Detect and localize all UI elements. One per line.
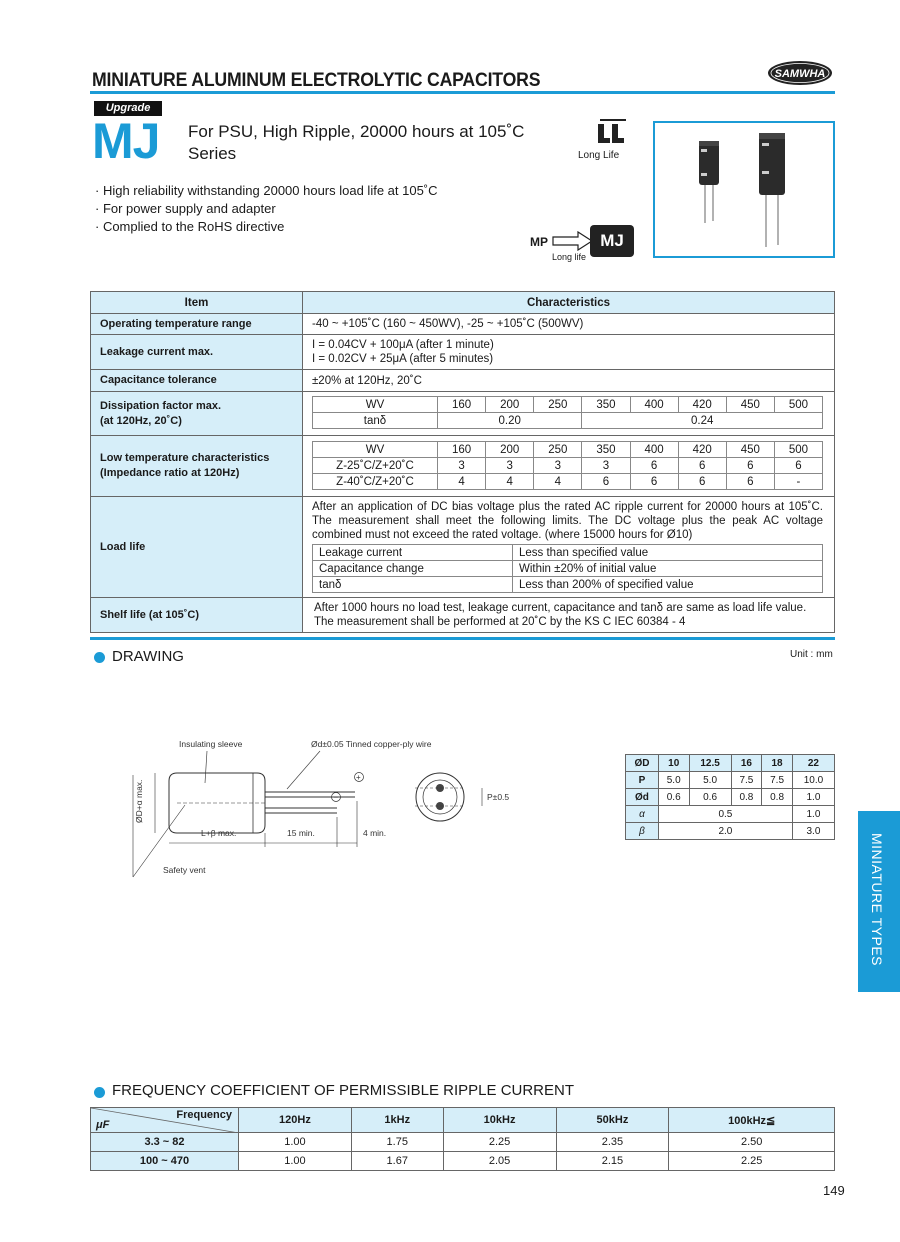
ratio-cell: 6 — [726, 458, 774, 474]
df-cell — [303, 392, 835, 436]
freq-cell: 1.67 — [351, 1152, 443, 1171]
freq-col: 50kHz — [556, 1108, 669, 1133]
freq-cell: 2.35 — [556, 1133, 669, 1152]
ratio-cell: 6 — [726, 474, 774, 490]
row-label: Operating temperature range — [91, 314, 303, 335]
dim-label: α — [626, 806, 659, 823]
col-item: Item — [91, 292, 303, 314]
feature-item: · Complied to the RoHS directive — [95, 219, 285, 234]
row-label: Leakage current max. — [91, 335, 303, 370]
loadlife-cell — [303, 497, 835, 598]
row-label: Capacitance tolerance — [91, 370, 303, 392]
wv-cell: 420 — [678, 397, 726, 413]
feature-list — [95, 182, 438, 236]
limit-label: tanδ — [313, 577, 513, 593]
row-label — [91, 436, 303, 497]
side-tab-label: MINIATURE TYPES — [869, 833, 885, 967]
wv-label: WV — [313, 442, 438, 458]
logo-text: SAMWHA — [774, 68, 826, 80]
limit-value: Less than specified value — [513, 545, 823, 561]
label-safety-vent: Safety vent — [163, 865, 206, 875]
label-pitch: P±0.5 — [487, 792, 510, 802]
wv-cell: 200 — [486, 397, 534, 413]
dim-cell: 1.0 — [792, 806, 834, 823]
series-code: MJ — [92, 113, 160, 169]
bullet-dot-icon — [94, 1087, 105, 1098]
dim-cell: 7.5 — [731, 772, 762, 789]
ratio-label: Z-40˚C/Z+20˚C — [313, 474, 438, 490]
ratio-cell: 6 — [582, 474, 630, 490]
long-life-label: Long Life — [578, 150, 620, 161]
dim-cell: 0.8 — [762, 789, 793, 806]
lowtemp-cell — [303, 436, 835, 497]
ratio-cell: 6 — [630, 474, 678, 490]
dim-cell: 10.0 — [792, 772, 834, 789]
drawing-section-title: DRAWING — [112, 648, 184, 665]
limit-label: Leakage current — [313, 545, 513, 561]
wv-label: WV — [313, 397, 438, 413]
dim-cell: 12.5 — [689, 755, 731, 772]
label-wire: Ød±0.05 Tinned copper-ply wire — [311, 739, 432, 749]
label-dim-l: L+β max. — [201, 828, 237, 838]
dim-cell: 3.0 — [792, 823, 834, 840]
freq-cell: 1.75 — [351, 1133, 443, 1152]
upgrade-badge: Upgrade — [94, 101, 162, 116]
shelf-line: After 1000 hours no load test, leakage current, capacitance and tanδ are same as load life value. — [314, 602, 807, 614]
frequency-section-title: FREQUENCY COEFFICIENT OF PERMISSIBLE RIPPLE CURRENT — [112, 1082, 575, 1099]
ratio-cell: 6 — [630, 458, 678, 474]
dim-cell: 1.0 — [792, 789, 834, 806]
limit-value: Within ±20% of initial value — [513, 561, 823, 577]
label-insulating-sleeve: Insulating sleeve — [179, 739, 243, 749]
dim-cell: 16 — [731, 755, 762, 772]
svg-text:−: − — [333, 793, 339, 802]
unit-label: Unit : mm — [790, 649, 833, 660]
wv-cell: 200 — [486, 442, 534, 458]
wv-cell: 450 — [726, 397, 774, 413]
col-characteristics: Characteristics — [303, 292, 835, 314]
ratio-cell: 3 — [534, 458, 582, 474]
lowtemp-label: Low temperature characteristics — [100, 452, 270, 464]
series-desc-line1: For PSU, High Ripple, 20000 hours at 105˚C — [188, 122, 525, 141]
dim-label: β — [626, 823, 659, 840]
loadlife-table — [312, 544, 823, 593]
tan-value: 0.20 — [438, 413, 582, 429]
freq-cell: 2.50 — [669, 1133, 835, 1152]
leakage-line: I = 0.04CV + 100μA (after 1 minute) — [312, 339, 494, 351]
limit-label: Capacitance change — [313, 561, 513, 577]
wv-cell: 500 — [774, 442, 822, 458]
ratio-cell: 6 — [774, 458, 822, 474]
wv-cell: 250 — [534, 442, 582, 458]
page-title: MINIATURE ALUMINUM ELECTROLYTIC CAPACITORS — [92, 70, 541, 91]
capacitor-drawing — [125, 735, 545, 885]
section-rule — [90, 637, 835, 640]
wv-cell: 160 — [438, 397, 486, 413]
shelf-line: The measurement shall be performed at 20˚C by the KS C IEC 60384 - 4 — [314, 616, 686, 628]
dim-cell: 22 — [792, 755, 834, 772]
ratio-label: Z-25˚C/Z+20˚C — [313, 458, 438, 474]
ratio-cell: 6 — [678, 458, 726, 474]
page-number: 149 — [823, 1183, 845, 1198]
freq-col: 10kHz — [443, 1108, 556, 1133]
dim-cell: 0.6 — [689, 789, 731, 806]
dim-cell: 7.5 — [762, 772, 793, 789]
samwha-logo — [767, 60, 833, 86]
wv-cell: 400 — [630, 442, 678, 458]
feature-item: · For power supply and adapter — [95, 201, 276, 216]
svg-text:+: + — [356, 773, 361, 782]
wv-cell: 350 — [582, 397, 630, 413]
ratio-cell: 3 — [582, 458, 630, 474]
wv-cell: 500 — [774, 397, 822, 413]
shelf-cell — [303, 598, 835, 633]
wv-cell: 160 — [438, 442, 486, 458]
tan-label: tanδ — [313, 413, 438, 429]
tan-value: 0.24 — [582, 413, 823, 429]
characteristics-table — [90, 291, 835, 633]
dim-cell: 0.8 — [731, 789, 762, 806]
frequency-coefficient-table — [90, 1107, 835, 1171]
label-dim-15: 15 min. — [287, 828, 315, 838]
row-value — [303, 335, 835, 370]
corner-frequency: Frequency — [176, 1109, 232, 1121]
label-dim-d: ØD+α max. — [134, 779, 144, 823]
freq-row-label: 3.3 ~ 82 — [91, 1133, 239, 1152]
wv-cell: 450 — [726, 442, 774, 458]
ratio-cell: 4 — [534, 474, 582, 490]
loadlife-text: After an application of DC bias voltage plus the rated AC ripple current for 20000 hours at 105˚C. The measurement shall meet the following limits. The DC voltage plus the peak AC voltage combined must not exceed the rated voltage. (where 15000 hours for Ø10) — [312, 501, 823, 541]
dim-label: P — [626, 772, 659, 789]
ratio-cell: 3 — [438, 458, 486, 474]
row-label: Load life — [91, 497, 303, 598]
freq-col: 1kHz — [351, 1108, 443, 1133]
mp-label: MP — [530, 235, 548, 249]
ratio-cell: 4 — [438, 474, 486, 490]
dim-cell: 0.6 — [658, 789, 689, 806]
corner-uf: μF — [96, 1119, 110, 1131]
corner-cell — [91, 1108, 239, 1133]
limit-value: Less than 200% of specified value — [513, 577, 823, 593]
series-desc-line2: Series — [188, 144, 237, 163]
df-sublabel: (at 120Hz, 20˚C) — [100, 414, 182, 427]
freq-cell: 2.25 — [669, 1152, 835, 1171]
df-label: Dissipation factor max. — [100, 399, 222, 412]
dimension-table — [625, 754, 835, 840]
ratio-cell: 3 — [486, 458, 534, 474]
dim-cell: 0.5 — [658, 806, 792, 823]
leakage-line: I = 0.02CV + 25μA (after 5 minutes) — [312, 353, 494, 365]
row-label — [91, 392, 303, 436]
row-label: Shelf life (at 105˚C) — [91, 598, 303, 633]
lowtemp-sublabel: (Impedance ratio at 120Hz) — [100, 467, 240, 479]
freq-col: 100kHz≦ — [669, 1108, 835, 1133]
freq-cell: 2.25 — [443, 1133, 556, 1152]
wv-cell: 400 — [630, 397, 678, 413]
side-tab-miniature-types — [858, 811, 900, 992]
series-description — [188, 121, 568, 165]
dim-cell: 5.0 — [658, 772, 689, 789]
product-photo — [653, 121, 835, 258]
wv-cell: 420 — [678, 442, 726, 458]
mp-sublabel: Long life — [552, 252, 587, 262]
wv-cell: 350 — [582, 442, 630, 458]
freq-cell: 1.00 — [239, 1152, 352, 1171]
dim-cell: 2.0 — [658, 823, 792, 840]
dim-cell: 10 — [658, 755, 689, 772]
dim-label: Ød — [626, 789, 659, 806]
bullet-dot-icon — [94, 652, 105, 663]
freq-col: 120Hz — [239, 1108, 352, 1133]
ratio-cell: - — [774, 474, 822, 490]
freq-cell: 1.00 — [239, 1133, 352, 1152]
ratio-cell: 6 — [678, 474, 726, 490]
freq-cell: 2.15 — [556, 1152, 669, 1171]
mj-series-box: MJ — [590, 225, 634, 257]
wv-cell: 250 — [534, 397, 582, 413]
title-rule — [90, 91, 835, 94]
freq-cell: 2.05 — [443, 1152, 556, 1171]
arrow-right-icon — [552, 231, 594, 251]
label-dim-4: 4 min. — [363, 828, 387, 838]
lowtemp-table — [312, 441, 823, 490]
ratio-cell: 4 — [486, 474, 534, 490]
df-table — [312, 396, 823, 429]
freq-row-label: 100 ~ 470 — [91, 1152, 239, 1171]
row-value: ±20% at 120Hz, 20˚C — [303, 370, 835, 392]
row-value: -40 ~ +105˚C (160 ~ 450WV), -25 ~ +105˚C (500WV) — [303, 314, 835, 335]
dim-cell: 18 — [762, 755, 793, 772]
feature-item: · High reliability withstanding 20000 hours load life at 105˚C — [95, 183, 438, 198]
dim-label: ØD — [626, 755, 659, 772]
capacitor-photo-icon — [655, 123, 833, 256]
dim-cell: 5.0 — [689, 772, 731, 789]
